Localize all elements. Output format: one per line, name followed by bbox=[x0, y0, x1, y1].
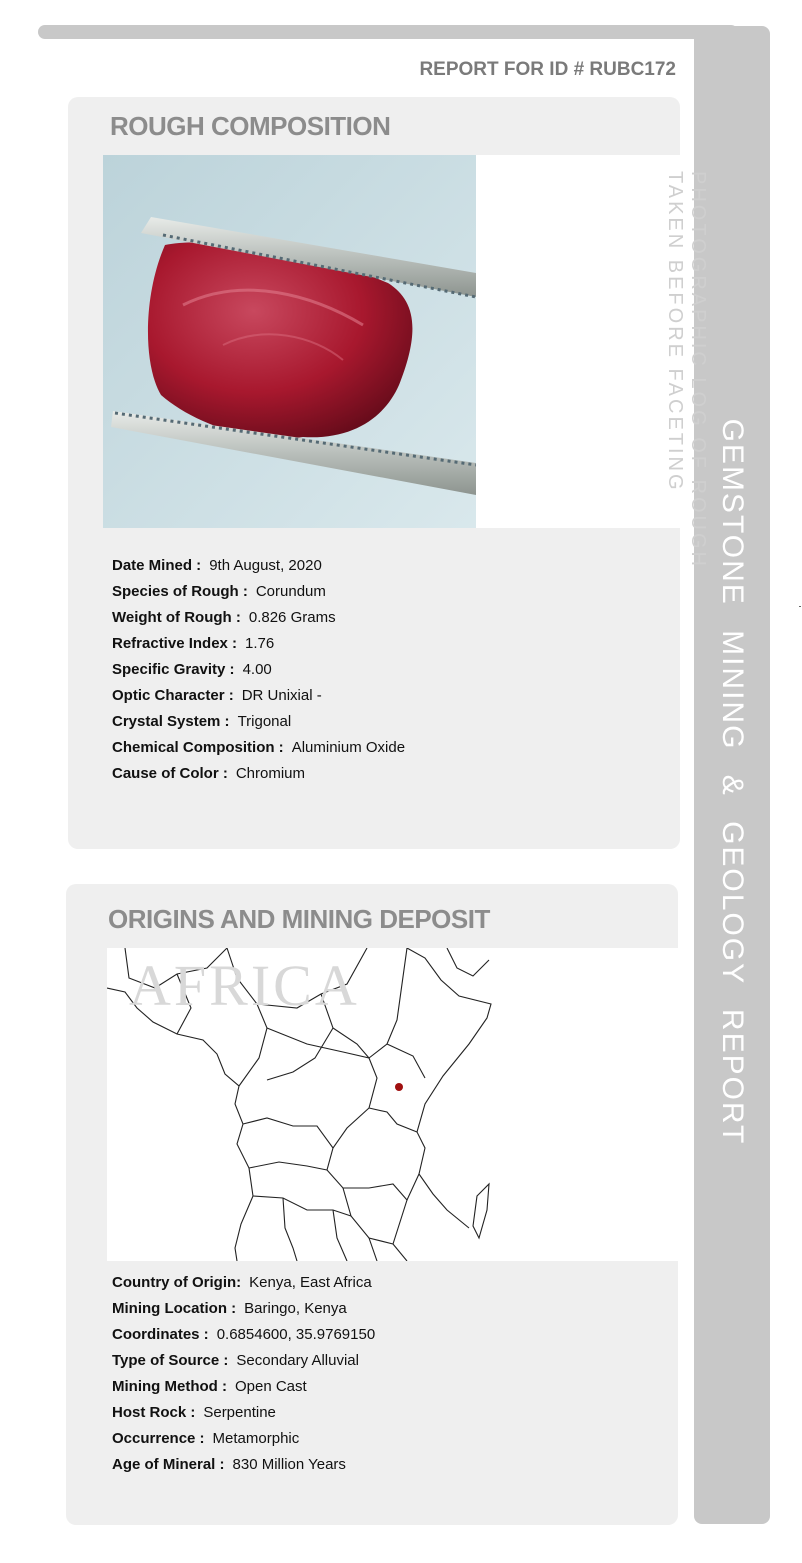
property-label: Coordinates : bbox=[112, 1326, 209, 1343]
property-row bbox=[112, 1273, 375, 1299]
property-row bbox=[112, 1325, 375, 1351]
photo-caption-line1: PHOTOGRAPHIC LOG OF ROUGH bbox=[687, 171, 709, 569]
edge-tick bbox=[799, 606, 801, 607]
map-label: AFRICA bbox=[129, 953, 360, 1018]
property-value: 1.76 bbox=[245, 635, 275, 652]
property-label: Specific Gravity : bbox=[112, 661, 235, 678]
rough-gem-photo bbox=[103, 155, 476, 528]
property-label: Date Mined : bbox=[112, 557, 202, 574]
property-label: Type of Source : bbox=[112, 1352, 229, 1369]
origin-properties-list bbox=[112, 1273, 375, 1481]
property-row bbox=[112, 686, 405, 712]
report-id: REPORT FOR ID # RUBC172 bbox=[419, 59, 676, 80]
property-label: Occurrence : bbox=[112, 1430, 205, 1447]
africa-map bbox=[107, 948, 678, 1261]
property-row bbox=[112, 660, 405, 686]
property-label: Mining Method : bbox=[112, 1378, 227, 1395]
photo-caption-line2: TAKEN BEFORE FACETING bbox=[664, 171, 686, 493]
property-value: 9th August, 2020 bbox=[209, 557, 322, 574]
property-value: 830 Million Years bbox=[232, 1456, 346, 1473]
property-row bbox=[112, 556, 405, 582]
property-row bbox=[112, 712, 405, 738]
property-label: Weight of Rough : bbox=[112, 609, 241, 626]
property-row bbox=[112, 1351, 375, 1377]
property-row bbox=[112, 608, 405, 634]
photo-caption bbox=[663, 171, 709, 569]
property-value: Serpentine bbox=[203, 1404, 276, 1421]
property-value: Corundum bbox=[255, 583, 326, 600]
property-value: DR Unixial - bbox=[241, 687, 322, 704]
property-label: Species of Rough : bbox=[112, 583, 248, 600]
property-label: Age of Mineral : bbox=[112, 1456, 225, 1473]
property-value: Metamorphic bbox=[212, 1430, 300, 1447]
side-title: GEMSTONE MINING & GEOLOGY REPORT bbox=[716, 418, 749, 1146]
property-label: Crystal System : bbox=[112, 713, 230, 730]
property-label: Chemical Composition : bbox=[112, 739, 284, 756]
property-value: 4.00 bbox=[242, 661, 272, 678]
property-row bbox=[112, 764, 405, 790]
property-row bbox=[112, 582, 405, 608]
rough-gem-image bbox=[103, 155, 476, 528]
property-value: Trigonal bbox=[237, 713, 292, 730]
property-label: Cause of Color : bbox=[112, 765, 228, 782]
origins-title: ORIGINS AND MINING DEPOSIT bbox=[108, 904, 490, 934]
rough-properties-list bbox=[112, 556, 405, 790]
top-decorative-bar bbox=[38, 25, 738, 39]
property-value: Open Cast bbox=[234, 1378, 307, 1395]
property-value: 0.6854600, 35.9769150 bbox=[216, 1326, 376, 1343]
property-value: Secondary Alluvial bbox=[236, 1352, 359, 1369]
property-label: Optic Character : bbox=[112, 687, 234, 704]
property-value: 0.826 Grams bbox=[248, 609, 336, 626]
property-value: Aluminium Oxide bbox=[291, 739, 406, 756]
property-row bbox=[112, 1455, 375, 1481]
property-label: Refractive Index : bbox=[112, 635, 238, 652]
property-value: Chromium bbox=[235, 765, 306, 782]
property-label: Country of Origin: bbox=[112, 1274, 242, 1291]
property-row bbox=[112, 738, 405, 764]
property-label: Mining Location : bbox=[112, 1300, 237, 1317]
property-row bbox=[112, 1377, 375, 1403]
property-row bbox=[112, 634, 405, 660]
property-label: Host Rock : bbox=[112, 1404, 196, 1421]
property-row bbox=[112, 1429, 375, 1455]
property-row bbox=[112, 1299, 375, 1325]
property-value: Kenya, East Africa bbox=[249, 1274, 372, 1291]
property-row bbox=[112, 1403, 375, 1429]
rough-composition-title: ROUGH COMPOSITION bbox=[110, 111, 391, 141]
property-value: Baringo, Kenya bbox=[244, 1300, 347, 1317]
mining-location-marker bbox=[395, 1083, 403, 1091]
